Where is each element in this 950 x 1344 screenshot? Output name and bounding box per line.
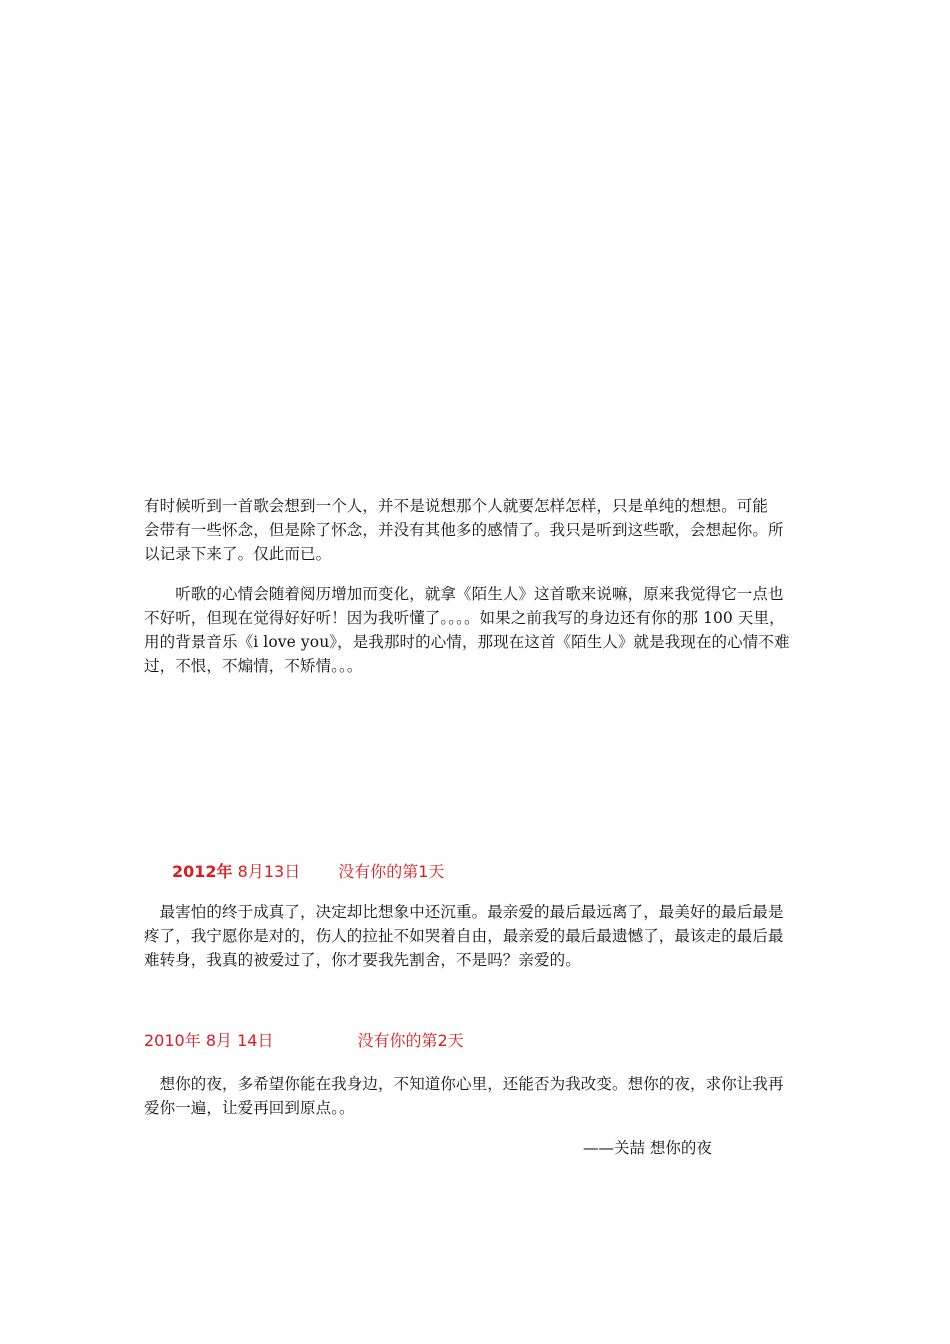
entry2-year: 2010 [144,1031,185,1050]
entry1-heading [172,861,444,883]
song-signature: ——关喆 想你的夜 [583,1139,712,1157]
entry1-title-num: 1 [418,862,429,881]
entry1-year-suffix: 年 [216,862,233,881]
entry1-line: 疼了，我宁愿你是对的，伤人的拉扯不如哭着自由，最亲爱的最后最遗憾了，最该走的最后最 [144,927,784,945]
entry1-title-suffix: 天 [428,862,445,881]
entry1-day: 13 [263,862,285,881]
entry1-title-prefix: 没有你的第 [338,862,419,881]
entry1-line: 最害怕的终于成真了，决定却比想象中还沉重。最亲爱的最后最远离了，最美好的最后最是 [144,903,784,921]
intro-line: 有时候听到一首歌会想到一个人，并不是说想那个人就要怎样怎样，只是单纯的想想。可能 [144,497,769,515]
reflection-paragraph [144,582,812,678]
entry1-day-suffix: 日 [284,862,301,881]
entry2-title-num: 2 [437,1031,448,1050]
entry1-month: 8 [237,862,248,881]
entry2-month: 8 [205,1031,217,1050]
entry1-title [338,862,444,881]
entry2-title [358,1031,464,1050]
entry2-line: 爱你一遍，让爱再回到原点。。 [144,1099,355,1117]
intro-line: 会带有一些怀念，但是除了怀念，并没有其他多的感情了。我只是听到这些歌，会想起你。所 [144,521,784,539]
entry2-title-prefix: 没有你的第 [357,1031,438,1050]
entry2-day-suffix: 日 [257,1031,274,1050]
entry1-month-suffix: 月 [247,862,264,881]
entry2-date [144,1031,274,1050]
reflection-line: 听歌的心情会随着阅历增加而变化，就拿《陌生人》这首歌来说嘛，原来我觉得它一点也 [144,585,784,603]
entry1-line: 难转身，我真的被爱过了，你才要我先割舍，不是吗？亲爱的。 [144,951,581,969]
entry2-day: 14 [237,1031,258,1050]
entry2-heading [144,1030,464,1052]
entry2-paragraph [144,1072,812,1120]
intro-line: 以记录下来了。仅此而已。 [144,545,332,563]
entry1-paragraph [144,900,812,972]
intro-paragraph [144,494,812,566]
entry2-line: 想你的夜，多希望你能在我身边，不知道你心里，还能否为我改变。想你的夜，求你让我再 [144,1075,784,1093]
entry2-title-suffix: 天 [447,1031,464,1050]
reflection-line: 不好听，但现在觉得好好听！因为我听懂了。。。。如果之前我写的身边还有你的那 100 天里， [144,609,785,627]
reflection-line: 过，不恨，不煽情，不矫情。。。 [144,657,363,675]
reflection-line: 用的背景音乐《i love you》，是我那时的心情，那现在这首《陌生人》就是我现在的心情不难 [144,633,790,651]
entry2-month-suffix: 月 [216,1031,233,1050]
entry2-year-suffix: 年 [184,1031,201,1050]
entry1-year: 2012 [172,862,217,881]
entry1-date [172,862,300,881]
